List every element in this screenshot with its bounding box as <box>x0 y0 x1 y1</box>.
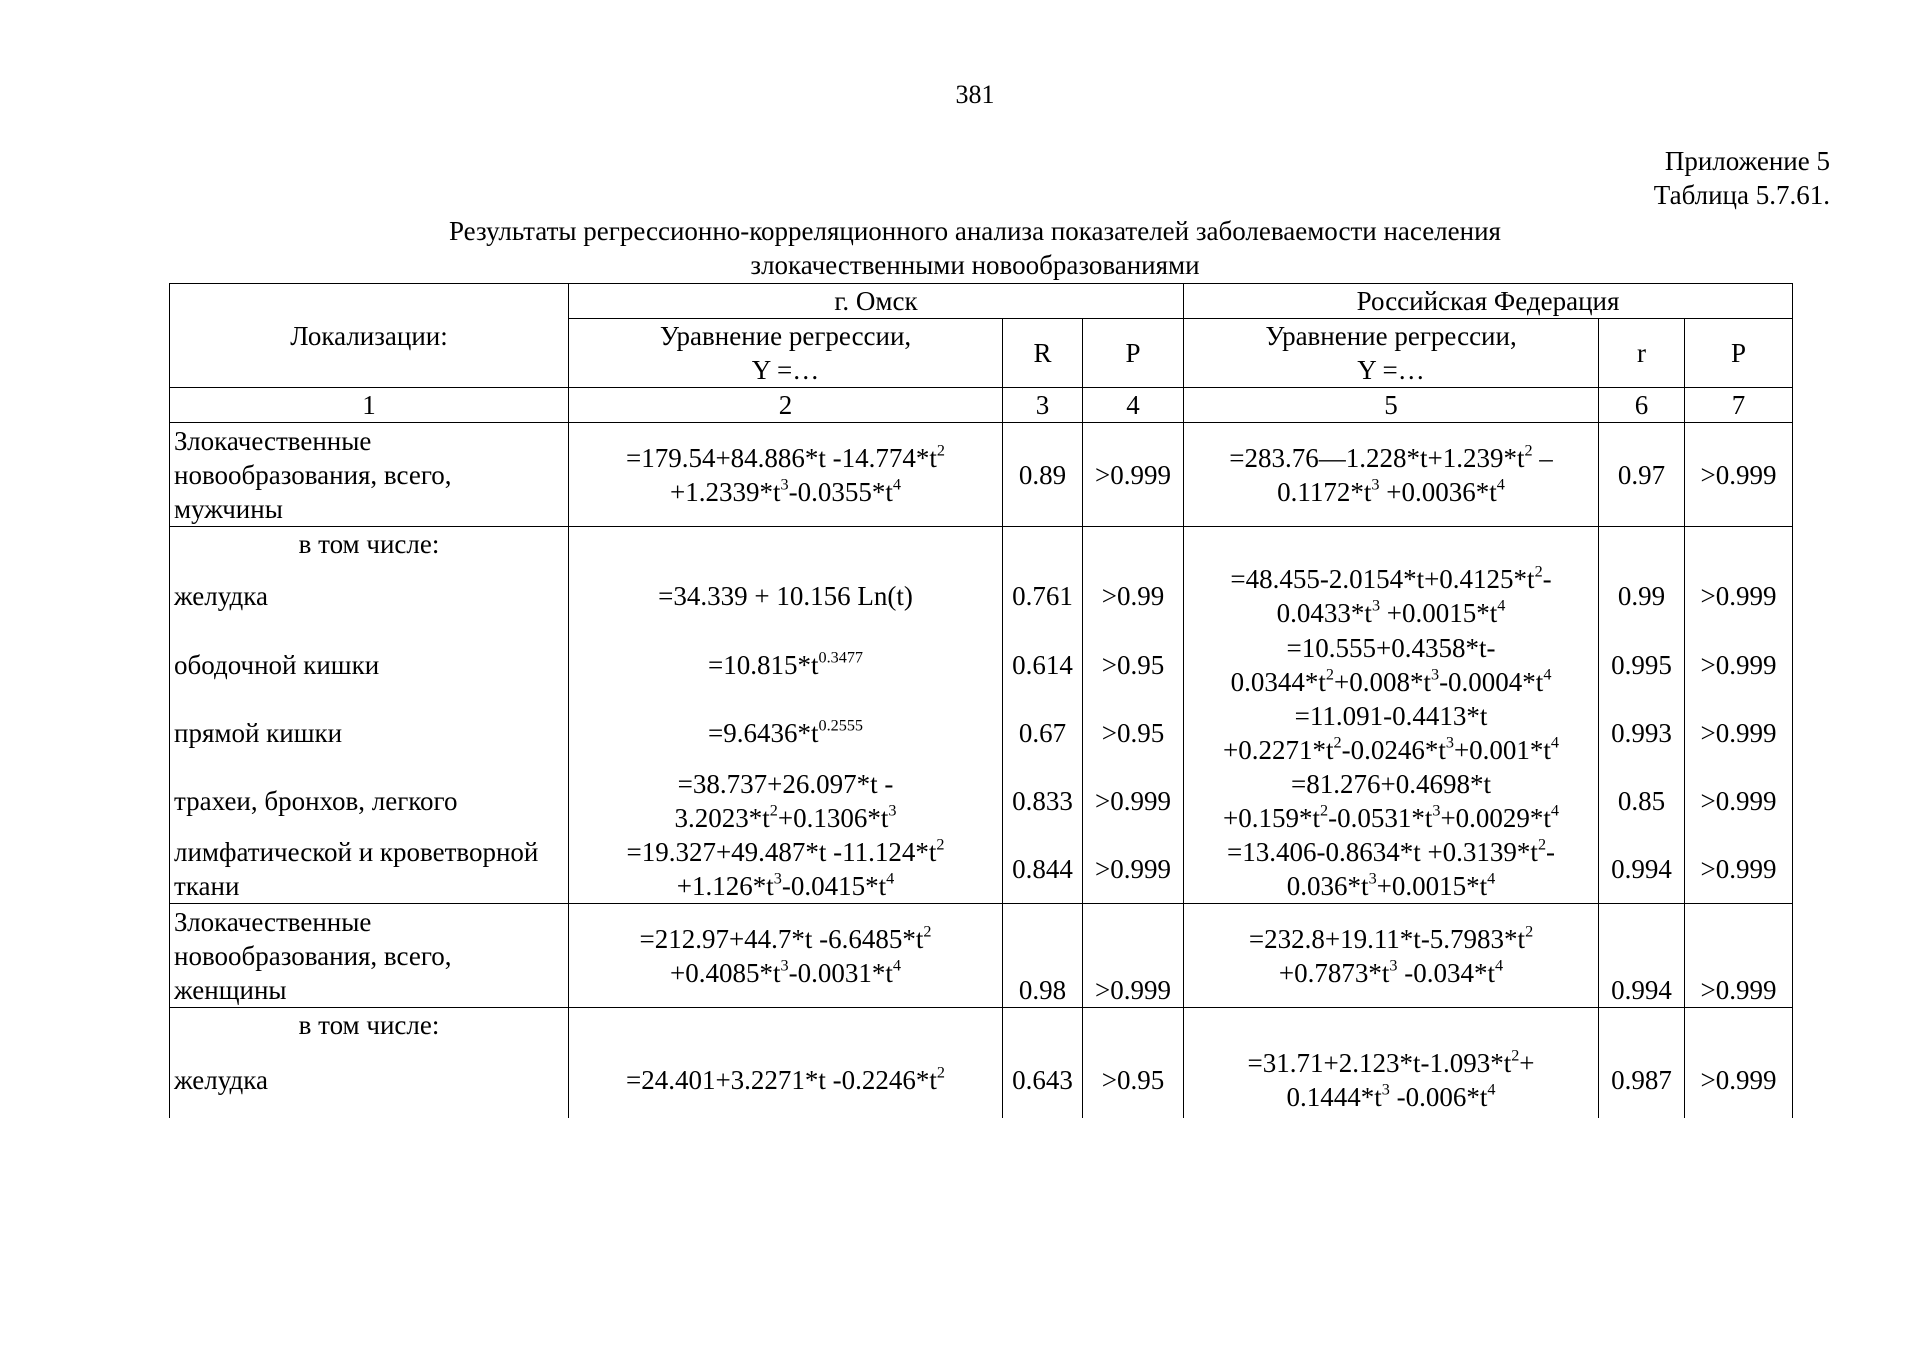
appendix-label: Приложение 5 <box>1664 146 1830 176</box>
table-row <box>170 631 1793 699</box>
table-number: Таблица 5.7.61. <box>1653 180 1830 210</box>
row-label: лимфатической и кроветворной ткани <box>170 835 569 904</box>
row-label: трахеи, бронхов, легкого <box>170 767 569 835</box>
omsk-R: 0.89 <box>1003 423 1083 527</box>
rf-equation: $=232.8+19.11*t-5.7983*t^2$ $+0.7873*t^3$ $-0.034*t^4$ <box>1184 904 1599 1008</box>
header-row-1 <box>170 284 1793 319</box>
rf-r: 0.994 <box>1599 904 1685 1008</box>
col-number: 4 <box>1083 388 1184 423</box>
rf-r: 0.994 <box>1599 835 1685 904</box>
col-number: 3 <box>1003 388 1083 423</box>
table-row <box>170 767 1793 835</box>
row-label: желудка <box>170 561 569 631</box>
header-P2: P <box>1685 319 1793 388</box>
table-title <box>0 214 1912 282</box>
rf-equation: =81.276+0.4698*t $+0.159*t^2-0.0531*t^3+0.0029*t^4$ <box>1184 767 1599 835</box>
rf-equation: =10.555+0.4358*t- $0.0344*t^2+0.008*t^3-0.0004*t^4$ <box>1184 631 1599 699</box>
header-russia: Российская Федерация <box>1184 284 1793 319</box>
rf-P: >0.999 <box>1685 631 1793 699</box>
col-number: 5 <box>1184 388 1599 423</box>
rf-P: >0.999 <box>1685 423 1793 527</box>
rf-r: 0.987 <box>1599 1042 1685 1118</box>
rf-P: >0.999 <box>1685 699 1793 767</box>
table-row <box>170 835 1793 904</box>
title-line-2: злокачественными новообразованиями <box>750 250 1200 280</box>
col-number: 1 <box>170 388 569 423</box>
row-label: желудка <box>170 1042 569 1118</box>
omsk-R: 0.833 <box>1003 767 1083 835</box>
omsk-equation: =24.401+3.2271*t $-0.2246*t^2$ <box>569 1042 1003 1118</box>
omsk-P: >0.95 <box>1083 699 1184 767</box>
omsk-P: >0.95 <box>1083 631 1184 699</box>
rf-r: 0.99 <box>1599 561 1685 631</box>
row-label: ободочной кишки <box>170 631 569 699</box>
omsk-R: 0.643 <box>1003 1042 1083 1118</box>
row-label: Злокачественные новообразования, всего, женщины <box>170 904 569 1008</box>
omsk-equation: =19.327+49.487*t $-11.124*t^2$ $+1.126*t^3-0.0415*t^4$ <box>569 835 1003 904</box>
header-localization: Локализации: <box>170 284 569 388</box>
title-line-1: Результаты регрессионно-корреляционного анализа показателей заболеваемости населения <box>449 216 1501 246</box>
including-label: в том числе: <box>170 527 569 562</box>
header-omsk-equation: Уравнение регрессии, Y =… <box>569 319 1003 388</box>
omsk-R: 0.98 <box>1003 904 1083 1008</box>
header-P: P <box>1083 319 1184 388</box>
col-number: 6 <box>1599 388 1685 423</box>
omsk-R: 0.844 <box>1003 835 1083 904</box>
header-omsk: г. Омск <box>569 284 1184 319</box>
appendix-header <box>1654 144 1830 212</box>
row-label: Злокачественные новообразования, всего, мужчины <box>170 423 569 527</box>
rf-r: 0.85 <box>1599 767 1685 835</box>
omsk-P: >0.999 <box>1083 904 1184 1008</box>
omsk-R: 0.761 <box>1003 561 1083 631</box>
table-row <box>170 904 1793 1008</box>
table-row <box>170 527 1793 562</box>
omsk-P: >0.999 <box>1083 835 1184 904</box>
omsk-R: 0.67 <box>1003 699 1083 767</box>
omsk-equation: =179.54+84.886*t $-14.774*t^2$ $+1.2339*t^3-0.0355*t^4$ <box>569 423 1003 527</box>
omsk-equation: =34.339 + 10.156 Ln(t) <box>569 561 1003 631</box>
omsk-P: >0.99 <box>1083 561 1184 631</box>
table-row <box>170 699 1793 767</box>
rf-r: 0.993 <box>1599 699 1685 767</box>
omsk-P: >0.999 <box>1083 767 1184 835</box>
table-row <box>170 561 1793 631</box>
rf-equation: $=13.406-0.8634*t +0.3139*t^2-$ $0.036*t^3+0.0015*t^4$ <box>1184 835 1599 904</box>
omsk-P: >0.95 <box>1083 1042 1184 1118</box>
rf-P: >0.999 <box>1685 835 1793 904</box>
header-r: r <box>1599 319 1685 388</box>
rf-equation: $=283.76—1.228*t+1.239*t^2$ – $0.1172*t^3 +0.0036*t^4$ <box>1184 423 1599 527</box>
rf-r: 0.995 <box>1599 631 1685 699</box>
omsk-R: 0.614 <box>1003 631 1083 699</box>
table-row <box>170 1008 1793 1043</box>
col-number: 7 <box>1685 388 1793 423</box>
header-R: R <box>1003 319 1083 388</box>
omsk-equation: $=10.815*t^{0.3477}$ <box>569 631 1003 699</box>
omsk-equation: =212.97+44.7*t $-6.6485*t^2$ $+0.4085*t^3-0.0031*t^4$ <box>569 904 1003 1008</box>
rf-P: >0.999 <box>1685 561 1793 631</box>
rf-equation: =11.091-0.4413*t $+0.2271*t^2-0.0246*t^3+0.001*t^4$ <box>1184 699 1599 767</box>
column-numbers-row <box>170 388 1793 423</box>
row-label: прямой кишки <box>170 699 569 767</box>
omsk-equation: $=9.6436*t^{0.2555}$ <box>569 699 1003 767</box>
rf-P: >0.999 <box>1685 1042 1793 1118</box>
regression-table <box>169 283 1793 1118</box>
table-row <box>170 423 1793 527</box>
rf-r: 0.97 <box>1599 423 1685 527</box>
rf-equation: $=31.71+2.123*t-1.093*t^2+$ $0.1444*t^3$ $-0.006*t^4$ <box>1184 1042 1599 1118</box>
col-number: 2 <box>569 388 1003 423</box>
including-label: в том числе: <box>170 1008 569 1043</box>
table-row <box>170 1042 1793 1118</box>
omsk-P: >0.999 <box>1083 423 1184 527</box>
rf-P: >0.999 <box>1685 767 1793 835</box>
omsk-equation: =38.737+26.097*t - $3.2023*t^2+0.1306*t^3$ <box>569 767 1003 835</box>
rf-equation: $=48.455-2.0154*t+0.4125*t^2-$ $0.0433*t^3 +0.0015*t^4$ <box>1184 561 1599 631</box>
header-rf-equation: Уравнение регрессии, Y =… <box>1184 319 1599 388</box>
page-number: 381 <box>955 80 995 109</box>
rf-P: >0.999 <box>1685 904 1793 1008</box>
